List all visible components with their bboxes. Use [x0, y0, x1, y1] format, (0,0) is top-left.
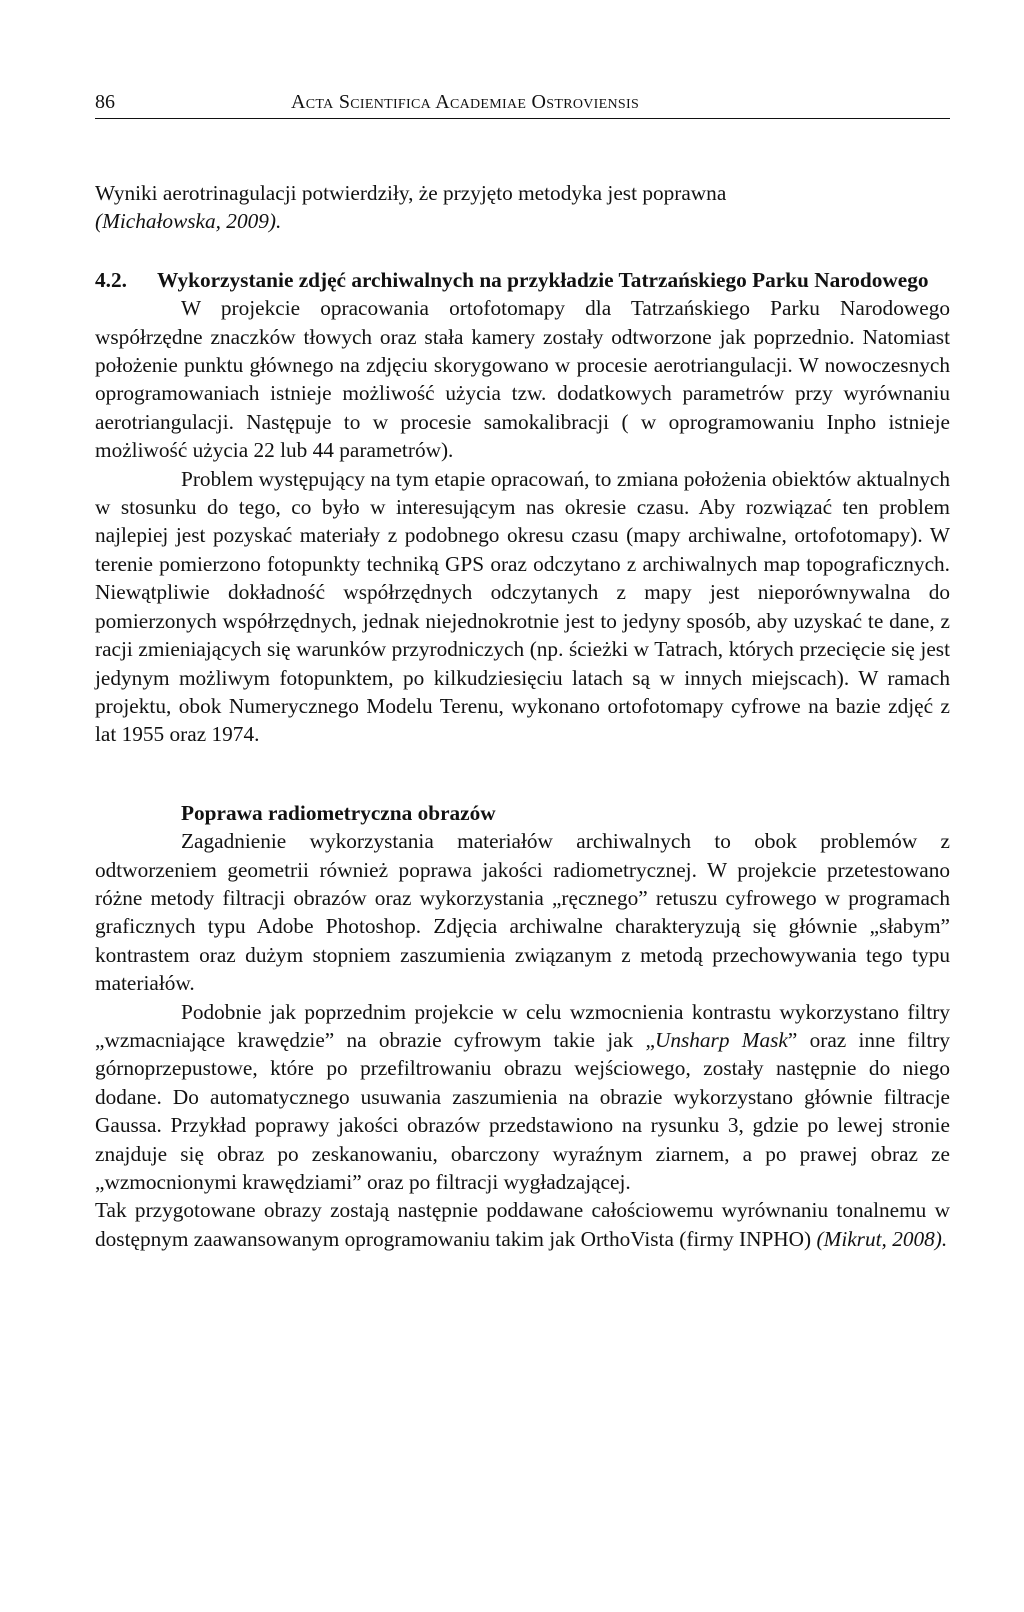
journal-title: Acta Scientifica Academiae Ostroviensis — [291, 91, 640, 113]
intro-paragraph — [95, 179, 950, 236]
subsection-paragraph-2 — [95, 998, 950, 1197]
paragraph-2-text-before: Podobnie jak poprzednim projekcie w celu wzmocnienia kontrastu wykorzystano filtry „wzmacniające krawędzie” na obrazie cyfrowym takie jak „ — [95, 999, 950, 1052]
subsection-heading: Poprawa radiometryczna obrazów — [181, 800, 496, 825]
section-title: Wykorzystanie zdjęć archiwalnych na przykładzie Tatrzańskiego Parku Narodowego — [156, 267, 929, 292]
unsharp-mask-term: Unsharp Mask — [654, 1027, 788, 1052]
page — [95, 88, 950, 1253]
page-number: 86 — [95, 91, 115, 113]
running-header — [95, 88, 950, 119]
section-heading — [95, 266, 950, 294]
section-paragraph-1: W projekcie opracowania ortofotomapy dla Tatrzańskiego Parku Narodowego współrzędne znaczków tłowych oraz stała kamery zostały odtworzone jak poprzednio. Natomiast położenie punktu głównego na zdjęciu skorygowano w procesie aerotriangulacji. W nowoczesnych oprogramowaniach istnieje możliwość użycia tzw. dodatkowych parametrów przy wyrównaniu aerotriangulacji. Następuje to w procesie samokalibracji ( w oprogramowaniu Inpho istnieje możliwość użycia 22 lub 44 parametrów). — [95, 296, 950, 463]
paragraph-3-citation: (Mikrut, 2008). — [816, 1226, 948, 1251]
section-number: 4.2. — [95, 267, 127, 292]
intro-citation: (Michałowska, 2009). — [95, 209, 282, 234]
intro-text: Wyniki aerotrinagulacji potwierdziły, że przyjęto metodyka jest poprawna — [95, 181, 727, 205]
subsection-paragraph-1: Zagadnienie wykorzystania materiałów archiwalnych to obok problemów z odtworzeniem geometrii również poprawa jakości radiometrycznej. W projekcie przetestowano różne metody filtracji obrazów oraz wykorzystania „ręcznego” retuszu cyfrowego w programach graficznych typu Adobe Photoshop. Zdjęcia archiwalne charakteryzują się głównie „słabym” kontrastem oraz dużym stopniem zaszumienia związanym z metodą przechowywania tego typu materiałów. — [95, 829, 950, 996]
subsection-paragraph-3 — [95, 1196, 950, 1253]
paragraph-2-text-after: ” oraz inne filtry górnoprzepustowe, które po przefiltrowaniu obrazu wejściowego, zostały następnie do niego dodane. Do automatycznego usuwania zaszumienia na obrazie wykorzystano głównie filtracje Gaussa. Przykład poprawy jakości obrazów przedstawiono na rysunku 3, gdzie po lewej stronie znajduje się obraz po zeskanowaniu, obarczony wyraźnym ziarnem, a po prawej obraz ze „wzmocnionymi krawędziami” oraz po filtracji wygładzającej. — [95, 1027, 950, 1194]
section-paragraph-2: Problem występujący na tym etapie opracowań, to zmiana położenia obiektów aktualnych w stosunku do tego, co było w interesującym nas okresie czasu. Aby rozwiązać ten problem najlepiej jest pozyskać materiały z podobnego okresu czasu (mapy archiwalne, ortofotomapy). W terenie pomierzono fotopunkty techniką GPS oraz odczytano z archiwalnych map topograficznych. Niewątpliwie dokładność współrzędnych odczytanych z mapy jest nieporównywalna do pomierzonych współrzędnych, jednak niejednokrotnie jest to jedyny sposób, aby uzyskać te dane, z racji zmieniających się warunków przyrodniczych (np. ścieżki w Tatrach, których przecięcie się jest jedynym możliwym fotopunktem, po kilkudziesięciu latach są w innych miejscach). W ramach projektu, obok Numerycznego Modelu Terenu, wykonano ortofotomapy cyfrowe na bazie zdjęć z lat 1955 oraz 1974. — [95, 466, 950, 747]
paragraph-3-text: Tak przygotowane obrazy zostają następnie poddawane całościowemu wyrównaniu tonalnemu w dostępnym zaawansowanym oprogramowaniu takim jak OrthoVista (firmy INPHO) — [95, 1198, 950, 1251]
